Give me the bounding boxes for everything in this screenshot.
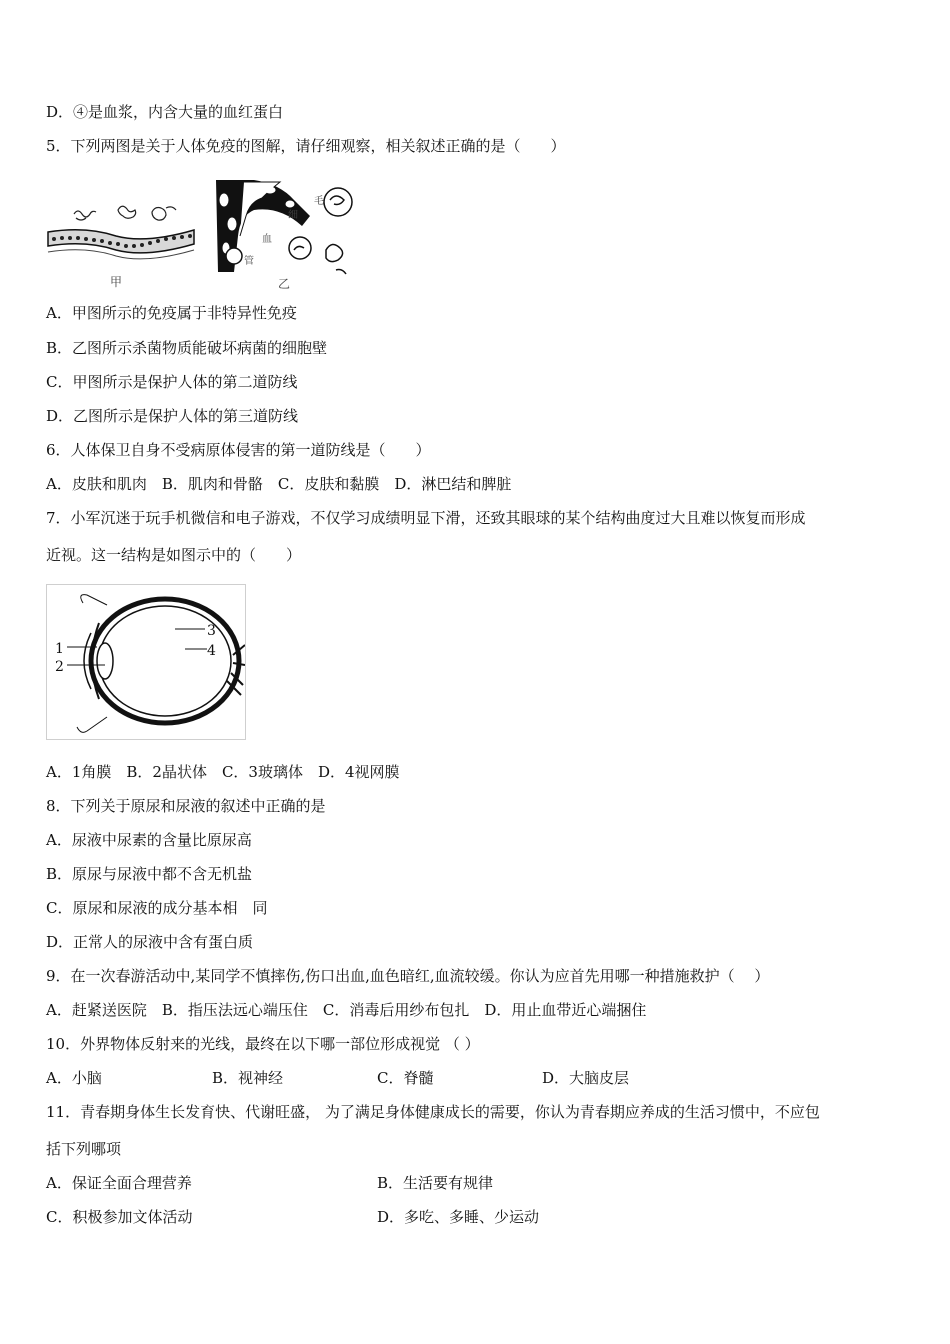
q9-options: A．赶紧送医院 B．指压法远心端压住 C．消毒后用纱布包扎 D．用止血带近心端捆住	[46, 1001, 647, 1019]
figure-yi-word: 血	[262, 234, 272, 245]
figure-jia-label: 甲	[110, 275, 123, 289]
q5-option-c: C．甲图所示是保护人体的第二道防线	[46, 373, 298, 391]
q7-stem-line1: 7．小军沉迷于玩手机微信和电子游戏，不仅学习成绩明显下滑，还致其眼球的某个结构曲度过大且难以恢复而形成	[46, 509, 806, 527]
q8-option-c: C．原尿和尿液的成分基本相 同	[46, 899, 268, 917]
q5-option-b: B．乙图所示杀菌物质能破坏病菌的细胞壁	[46, 339, 328, 357]
q4-option-d: D．④是血浆，内含大量的血红蛋白	[46, 103, 284, 121]
q11-stem-line2: 括下列哪项	[46, 1140, 122, 1158]
q11-stem-line1: 11．青春期身体生长发育快、代谢旺盛， 为了满足身体健康成长的需要，你认为青春期应养成的生活习惯中，不应包	[46, 1103, 820, 1121]
eyeball-diagram	[46, 584, 246, 740]
q11-option-b: B．生活要有规律	[377, 1174, 494, 1192]
q8-option-a: A．尿液中尿素的含量比原尿高	[46, 831, 252, 849]
figure-yi-phagocytosis	[210, 176, 360, 294]
figure-jia-skin-barrier	[46, 200, 196, 292]
q11-option-a: A．保证全面合理营养	[46, 1174, 192, 1192]
q10-option-c: C．脊髓	[377, 1069, 434, 1087]
eye-label-4: 4	[207, 643, 216, 659]
eye-label-3: 3	[207, 623, 216, 639]
bacteria-icon	[74, 206, 176, 220]
q11-option-d: D．多吃、多睡、少运动	[377, 1208, 540, 1226]
q10-option-d: D．大脑皮层	[542, 1069, 630, 1087]
figure-yi-label: 乙	[278, 277, 291, 291]
eye-label-2: 2	[55, 659, 64, 675]
q8-option-d: D．正常人的尿液中含有蛋白质	[46, 933, 254, 951]
figure-yi-word: 细	[288, 210, 298, 221]
q6-options: A．皮肤和肌肉 B．肌肉和骨骼 C．皮肤和黏膜 D．淋巴结和脾脏	[46, 475, 512, 493]
q5-stem: 5．下列两图是关于人体免疫的图解，请仔细观察，相关叙述正确的是（ ）	[46, 137, 566, 155]
q8-option-b: B．原尿与尿液中都不含无机盐	[46, 865, 253, 883]
q7-options: A．1角膜 B．2晶状体 C．3玻璃体 D．4视网膜	[46, 763, 400, 781]
q5-option-a: A．甲图所示的免疫属于非特异性免疫	[46, 304, 297, 322]
q10-stem: 10．外界物体反射来的光线，最终在以下哪一部位形成视觉 （ ）	[46, 1035, 480, 1053]
lens	[97, 643, 113, 679]
q5-option-d: D．乙图所示是保护人体的第三道防线	[46, 407, 299, 425]
q9-stem: 9．在一次春游活动中,某同学不慎摔伤,伤口出血,血色暗红,血流较缓。你认为应首先用哪一种措施救护（ ）	[46, 967, 770, 985]
q10-option-a: A．小脑	[46, 1069, 102, 1087]
eye-label-1: 1	[55, 641, 64, 657]
phagocyte	[226, 248, 242, 264]
q6-stem: 6．人体保卫自身不受病原体侵害的第一道防线是（ ）	[46, 441, 431, 459]
q11-option-c: C．积极参加文体活动	[46, 1208, 193, 1226]
q7-stem-line2: 近视。这一结构是如图示中的（ ）	[46, 546, 302, 564]
figure-yi-word: 管	[244, 256, 254, 267]
figure-yi-word: 毛	[314, 196, 324, 207]
q8-stem: 8．下列关于原尿和尿液的叙述中正确的是	[46, 797, 326, 815]
q10-option-b: B．视神经	[212, 1069, 284, 1087]
